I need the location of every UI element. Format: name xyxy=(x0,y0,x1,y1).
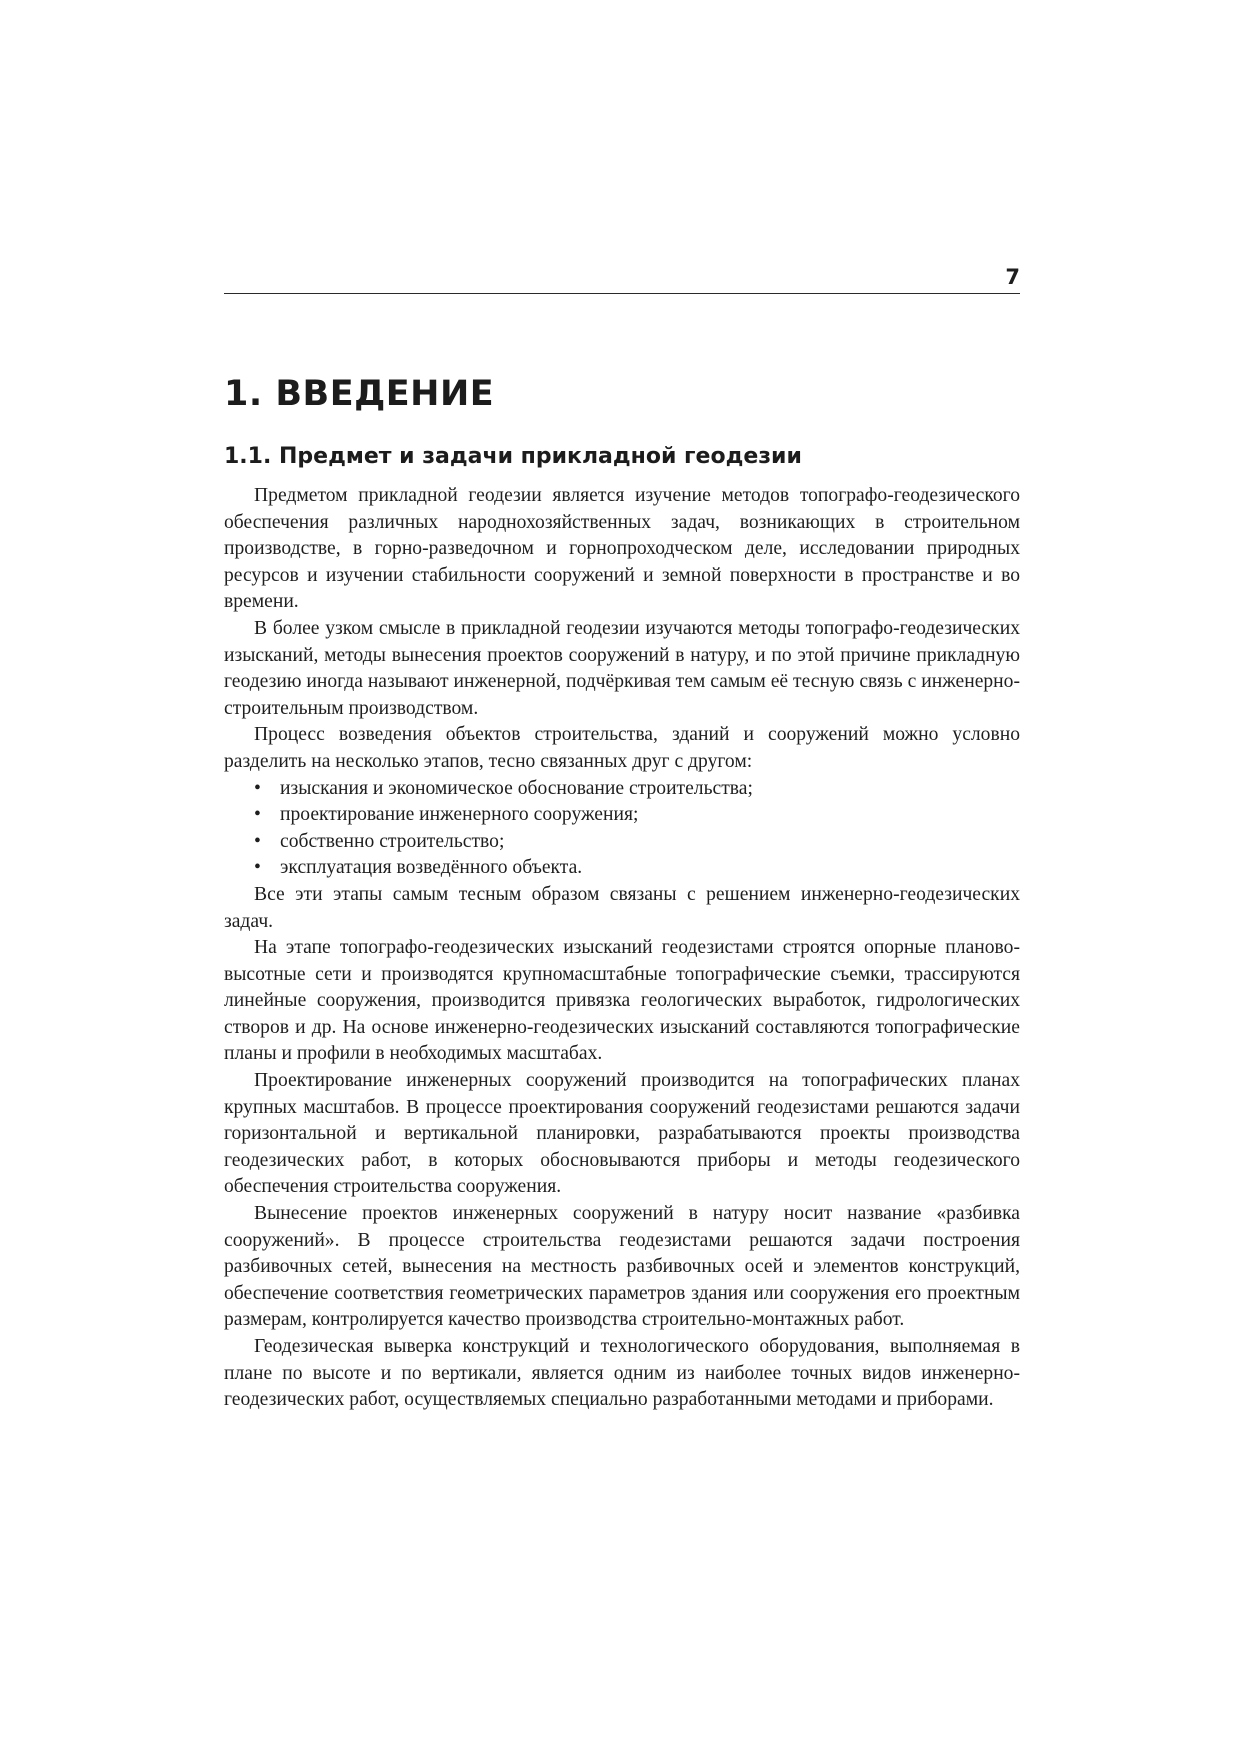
page-number: 7 xyxy=(1005,265,1020,289)
bullet-icon: • xyxy=(254,804,261,826)
list-item xyxy=(224,776,1020,803)
body-text xyxy=(224,483,1020,1414)
paragraph: Вынесение проектов инженерных сооружений в натуру носит название «разбивка сооружений». В процессе строительства геодезистами решаются задачи построения разбивочных сетей, вынесения на местность разбивочных осей и элементов конструкций, обеспечение соответствия геометрических параметров здания или сооружения его проектным размерам, контролируется качество производства строительно-монтажных работ. xyxy=(224,1203,1020,1331)
paragraph: На этапе топографо-геодезических изысканий геодезистами строятся опорные планово-высотные сети и производятся крупномасштабные топографические съемки, трассируются линейные сооружения, производится привязка геологических выработок, гидрологических створов и др. На основе инженерно-геодезических изысканий составляются топографические планы и профили в необходимых масштабах. xyxy=(224,937,1020,1065)
paragraph: Процесс возведения объектов строительства, зданий и сооружений можно условно разделить на несколько этапов, тесно связанных друг с другом: xyxy=(224,724,1020,772)
section-title: 1.1. Предмет и задачи прикладной геодезии xyxy=(224,444,802,469)
list-item xyxy=(224,802,1020,829)
bullet-icon: • xyxy=(254,857,261,879)
list-item-text: эксплуатация возведённого объекта. xyxy=(280,857,583,879)
list-item xyxy=(224,855,1020,882)
list-item xyxy=(224,829,1020,856)
bullet-icon: • xyxy=(254,830,261,852)
paragraph: Предметом прикладной геодезии является изучение методов топографо-геодезического обеспечения различных народнохозяйственных задач, возникающих в строительном производстве, в горно-разведочном и горнопроходческом деле, исследовании природных ресурсов и изучении стабильности сооружений и земной поверхности в пространстве и во времени. xyxy=(224,485,1020,613)
list-item-text: изыскания и экономическое обоснование строительства; xyxy=(280,777,753,799)
paragraph: Геодезическая выверка конструкций и технологического оборудования, выполняемая в плане по высоте и по вертикали, является одним из наиболее точных видов инженерно-геодезических работ, осуществляемых специально разработанными методами и приборами. xyxy=(224,1336,1020,1411)
list-item-text: проектирование инженерного сооружения; xyxy=(280,804,639,826)
paragraph: Проектирование инженерных сооружений производится на топографических планах крупных масштабов. В процессе проектирования сооружений геодезистами решаются задачи горизонтальной и вертикальной планировки, разрабатываются проекты производства геодезических работ, в которых обосновываются приборы и методы геодезического обеспечения строительства сооружения. xyxy=(224,1070,1020,1198)
paragraph: В более узком смысле в прикладной геодезии изучаются методы топографо-геодезических изысканий, методы вынесения проектов сооружений в натуру, и по этой причине прикладную геодезию иногда называют инженерной, подчёркивая тем самым её тесную связь с инженерно-строительным производством. xyxy=(224,617,1020,719)
header-divider xyxy=(224,293,1020,294)
paragraph: Все эти этапы самым тесным образом связаны с решением инженерно-геодезических задач. xyxy=(224,883,1020,932)
list-item-text: собственно строительство; xyxy=(280,830,505,852)
bullet-icon: • xyxy=(254,777,261,799)
stages-list xyxy=(224,776,1020,882)
chapter-title: 1. ВВЕДЕНИЕ xyxy=(224,374,495,414)
